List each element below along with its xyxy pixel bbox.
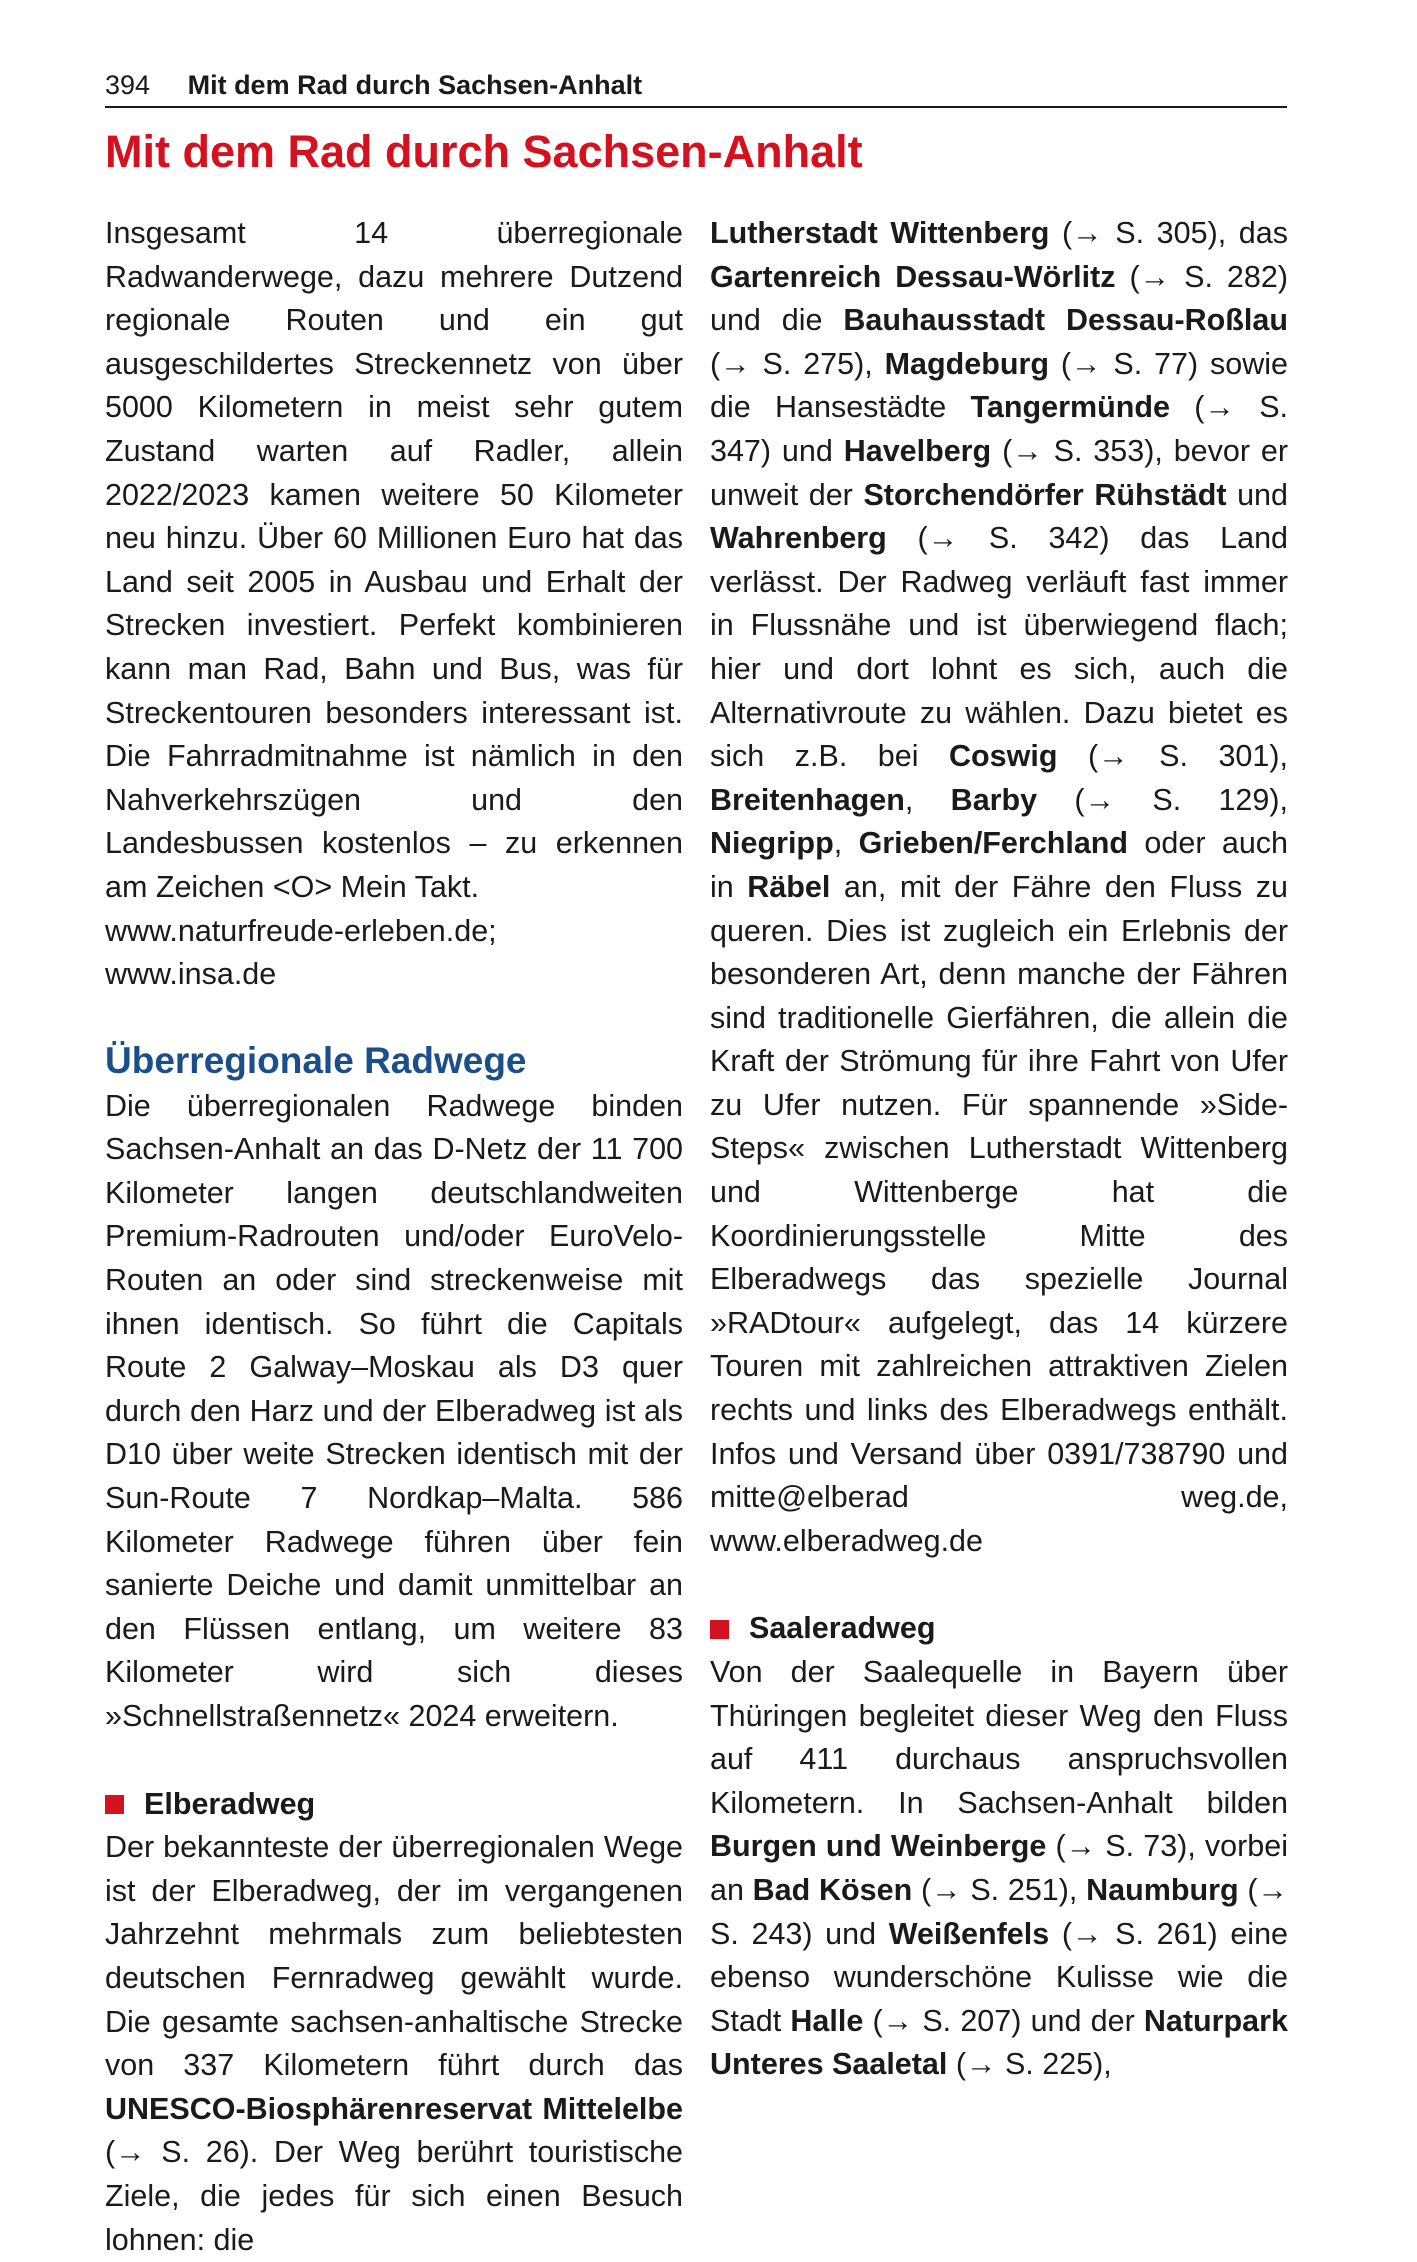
- text-run: (→ S. 282) und die: [710, 259, 1288, 338]
- bold-place: Breitenhagen: [710, 782, 905, 817]
- bold-place: Havelberg: [843, 433, 992, 468]
- bold-place: Barby: [950, 782, 1038, 817]
- elberadweg-paragraph-continued: [710, 212, 1288, 1563]
- bold-place: Burgen und Weinberge: [710, 1829, 1047, 1864]
- red-square-bullet-icon: [710, 1620, 729, 1639]
- text-run: (→ S. 225),: [947, 2047, 1112, 2082]
- page-number: 394: [105, 70, 151, 100]
- bold-place: UNESCO-Biosphärenreservat Mittelelbe: [105, 2091, 683, 2126]
- bold-place: Coswig: [949, 739, 1058, 774]
- bold-place: Lutherstadt Wittenberg: [710, 216, 1050, 250]
- text-run: (→ S. 73), vorbei an: [710, 1829, 1289, 1907]
- text-run: an, mit der Fähre den Fluss zu queren. Dies ist zugleich ein Erlebnis der besonderen Art, denn manche der Fähren sind traditionelle Gierfähren, die allein die Kraft der Strömung für ihre Fahrt von Ufer zu Ufer nutzen. Für spannende »Side-Steps« zwischen Lutherstadt Wittenberg und Wittenberge hat die Koordinierungsstelle Mitte des Elberadwegs das spezielle Journal »RADtour« aufgelegt, das 14 kürzere Touren mit zahlreichen attraktiven Zielen rechts und links des Elberadwegs enthält. Infos und Versand über 0391/738790 und mitte@elberad weg.de, www.elberadweg.de: [710, 869, 1288, 1558]
- text-run: (→ S. 77) sowie die Hansestädte: [710, 346, 1288, 425]
- text-run: (→ S. 342) das Land verlässt. Der Radweg verläuft fast immer in Flussnähe und ist überwiegend flach; hier und dort lohnt es sich, auch die Alternativroute zu wählen. Dazu bietet es sich z.B. bei: [710, 521, 1288, 774]
- text-run: Von der Saalequelle in Bayern über Thüringen begleitet dieser Weg den Fluss auf 411 durchaus anspruchsvollen Kilometern. In Sachsen-Anhalt bilden: [710, 1655, 1288, 1820]
- text-run: (→ S. 129),: [1037, 782, 1288, 817]
- text-run: (→ S. 26). Der Weg berührt touristische Ziele, die jedes für sich einen Besuch lohnen: die: [105, 2135, 683, 2257]
- text-run: (→ S. 353), bevor er unweit der: [710, 433, 1288, 512]
- elberadweg-title: Elberadweg: [144, 1786, 316, 1821]
- intro-paragraph: [105, 212, 683, 997]
- elberadweg-paragraph: [105, 1826, 683, 2262]
- red-square-bullet-icon: [105, 1795, 124, 1814]
- bold-place: Gartenreich Dessau-Wörlitz: [710, 259, 1116, 294]
- elberadweg-heading: [105, 1783, 683, 1827]
- bold-place: Räbel: [747, 869, 831, 904]
- section-title: Überregionale Radwege: [105, 1039, 527, 1081]
- left-column: [105, 212, 683, 2262]
- text-run: Der bekannteste der überregionalen Wege ist der Elberadweg, der im vergangenen Jahrzehnt mehrmals zum beliebtesten deutschen Fernradweg gewählt wurde. Die gesamte sachsen-anhaltische Strecke von 337 Kilometern führt durch das: [105, 1830, 683, 2083]
- bold-place: Naturpark Unteres Saaletal: [710, 2003, 1288, 2082]
- bold-place: Magdeburg: [884, 346, 1049, 381]
- running-head: [105, 68, 1287, 108]
- link-insa[interactable]: www.insa.de: [105, 957, 277, 992]
- text-run: (→ S. 207) und der: [863, 2003, 1144, 2038]
- bold-place: Halle: [790, 2003, 864, 2038]
- bold-place: Naumburg: [1086, 1872, 1239, 1907]
- link-naturfreude[interactable]: www.naturfreude-erleben.de;: [105, 913, 497, 948]
- bold-place: Storchendörfer Rühstädt: [863, 477, 1227, 512]
- text-run: (→ S. 261) eine ebenso wunderschöne Kulisse wie die Stadt: [710, 1916, 1289, 2038]
- text-run: ,: [904, 782, 951, 817]
- saaleradweg-paragraph: [710, 1651, 1288, 2087]
- bold-place: Grieben/Ferchland: [858, 826, 1129, 861]
- bold-place: Wahrenberg: [710, 521, 887, 556]
- text-run: (→ S. 243) und: [710, 1872, 1288, 1951]
- text-run: oder auch in: [710, 826, 1288, 904]
- bold-place: Bad Kösen: [752, 1872, 913, 1907]
- bold-place: Tangermünde: [970, 390, 1170, 425]
- text-run: (→ S. 251),: [912, 1872, 1087, 1907]
- text-run: und: [1226, 477, 1288, 512]
- saaleradweg-title: Saaleradweg: [749, 1611, 936, 1646]
- bold-place: Weißenfels: [888, 1916, 1050, 1951]
- text-run: (→ S. 301),: [1057, 739, 1288, 774]
- intro-text: Insgesamt 14 überregionale Radwanderwege, dazu mehrere Dutzend regionale Routen und ein gut ausgeschildertes Streckennetz von über 5000 Kilometern in meist sehr gutem Zustand warten auf Radler, allein 2022/2023 kamen weitere 50 Kilometer neu hinzu. Über 60 Millionen Euro hat das Land seit 2005 in Ausbau und Erhalt der Strecken investiert. Perfekt kombinieren kann man Rad, Bahn und Bus, was für Streckentouren besonders interessant ist. Die Fahrradmitnahme ist nämlich in den Nahverkehrszügen und den Landesbussen kostenlos – zu erkennen am Zeichen <O> Mein Takt.: [105, 216, 683, 904]
- bold-place: Niegripp: [710, 826, 834, 861]
- text-run: (→ S. 347) und: [710, 390, 1289, 468]
- text-run: ,: [833, 826, 859, 861]
- chapter-title: Mit dem Rad durch Sachsen-Anhalt: [105, 126, 863, 177]
- text-run: (→ S. 305), das: [1049, 216, 1288, 250]
- running-title: Mit dem Rad durch Sachsen-Anhalt: [187, 70, 643, 100]
- saaleradweg-heading: [710, 1607, 1288, 1651]
- text-run: (→ S. 275),: [710, 346, 885, 381]
- bold-place: Bauhausstadt Dessau-Roßlau: [843, 303, 1289, 338]
- section-paragraph: Die überregionalen Radwege binden Sachsen-Anhalt an das D-Netz der 11 700 Kilometer langen deutschlandweiten Premium-Radrouten und/oder EuroVelo-Routen an oder sind streckenweise mit ihnen identisch. So führt die Capitals Route 2 Galway–Moskau als D3 quer durch den Harz und der Elberadweg ist als D10 über weite Strecken identisch mit der Sun-Route 7 Nordkap–Malta. 586 Kilometer Radwege führen über fein sanierte Deiche und damit unmittelbar an den Flüssen entlang, um weitere 83 Kilometer wird sich dieses »Schnellstraßennetz« 2024 erweitern.: [105, 1088, 683, 1733]
- right-column: [710, 212, 1288, 2087]
